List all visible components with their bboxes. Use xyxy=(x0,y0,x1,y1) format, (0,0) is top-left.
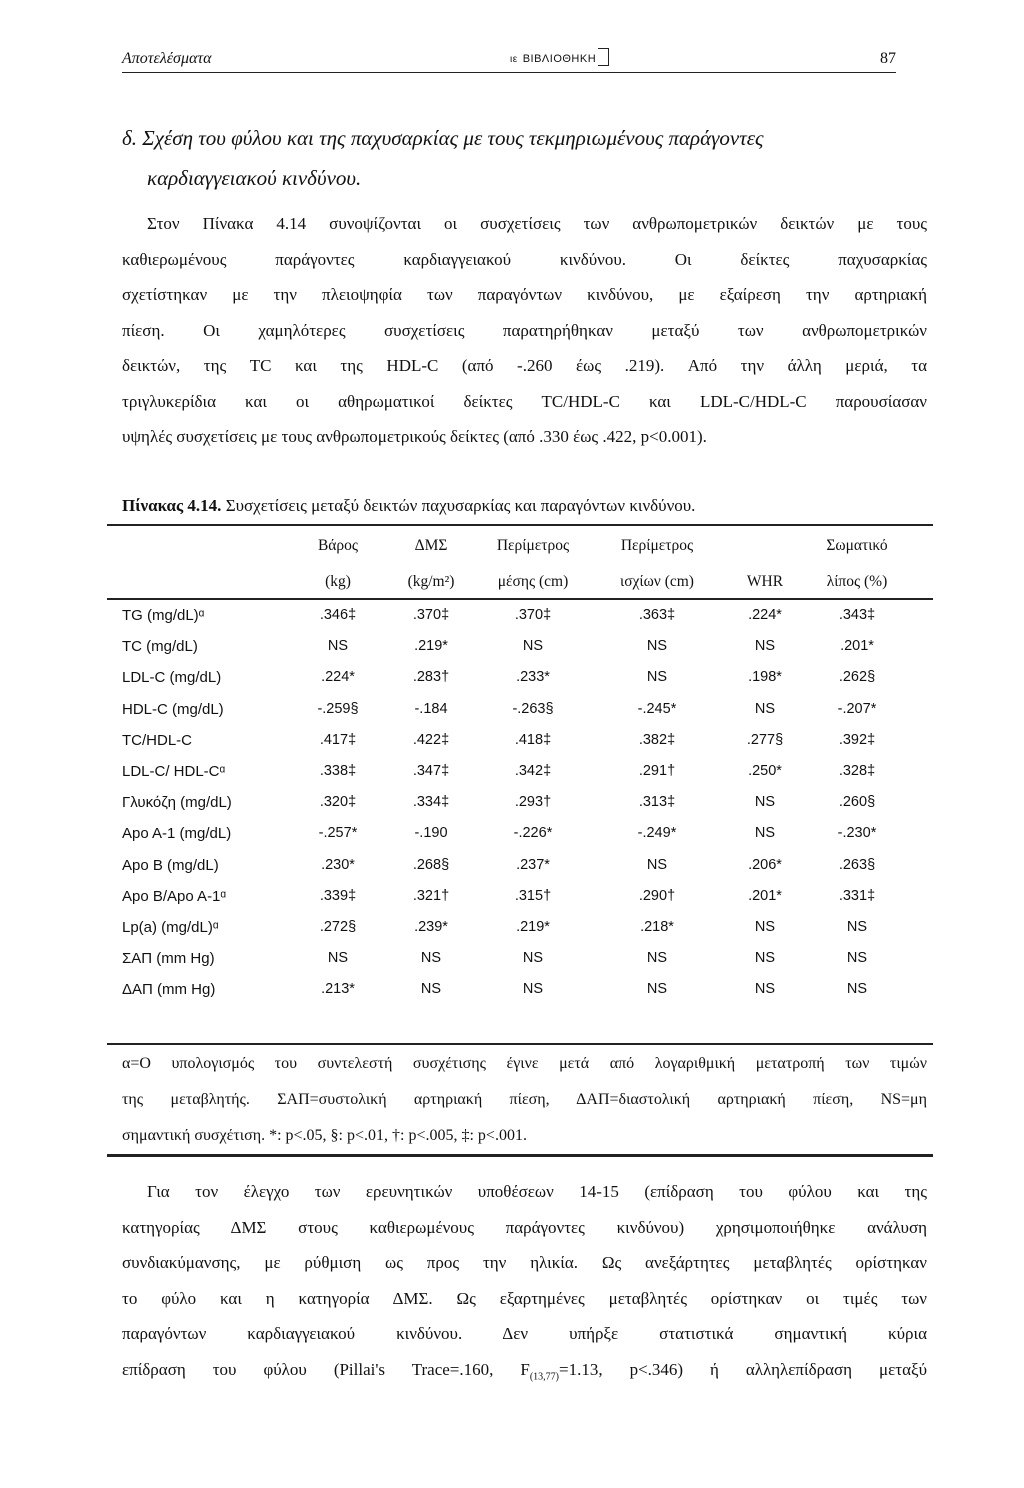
table-cell: .219* xyxy=(414,638,448,655)
table-row xyxy=(0,788,1024,819)
table-cell: -.257* xyxy=(318,825,358,842)
table-cell: .342‡ xyxy=(514,763,552,779)
table-cell: .283† xyxy=(412,669,450,686)
table-cell: NS xyxy=(754,825,776,842)
paragraph-line: συνδιακύμανσης, με ρύθμιση ως προς την ηλικία. Ως ανεξάρτητες μεταβλητές ορίστηκαν xyxy=(122,1253,927,1272)
table-cell: NS xyxy=(754,981,776,998)
table-cell: NS xyxy=(420,950,442,967)
column-header-line-2: WHR xyxy=(746,573,784,590)
table-top-rule xyxy=(107,524,933,526)
table-cell: .382‡ xyxy=(638,731,676,748)
table-cell: -.184 xyxy=(414,700,448,717)
table-cell: .418‡ xyxy=(514,731,552,748)
table-cell: .198* xyxy=(748,669,782,686)
table-cell: NS xyxy=(522,638,544,655)
paragraph-line: πίεση. Οι χαμηλότερες συσχετίσεις παρατηρήθηκαν μεταξύ των ανθρωπομετρικών xyxy=(122,320,927,340)
paragraph-line: δεικτών, της TC και της HDL-C (από -.260 έως .219). Από την άλλη μεριά, τα xyxy=(122,356,927,375)
column-header-line-1: ΔΜΣ xyxy=(414,537,448,554)
table-cell: .331‡ xyxy=(838,887,876,904)
table-row xyxy=(0,695,1024,726)
table-cell: -.259§ xyxy=(317,700,359,717)
column-header-hip xyxy=(602,530,712,598)
paragraph-line-last xyxy=(122,1352,927,1395)
paragraph-line-part: επίδραση του φύλου (Pillai's Trace=.160, F xyxy=(122,1359,530,1379)
table-cell: .291† xyxy=(638,763,676,779)
table-cell: NS xyxy=(754,794,776,811)
table-cell: -.230* xyxy=(837,825,877,842)
table-cell: .262§ xyxy=(838,669,876,686)
table-cell: .218* xyxy=(640,919,674,935)
table-cell: .290† xyxy=(638,887,676,904)
table-row xyxy=(0,632,1024,663)
page-number: 87 xyxy=(880,50,896,67)
table-cell: NS xyxy=(646,638,668,655)
paragraph-line: υψηλές συσχετίσεις με τους ανθρωπομετρικούς δείκτες (από .330 έως .422, p<0.001). xyxy=(122,427,707,446)
table-row xyxy=(0,913,1024,944)
table-cell: .224* xyxy=(748,607,782,623)
paragraph-line: τριγλυκερίδια και οι αθηρωματικοί δείκτες TC/HDL-C και LDL-C/HDL-C παρουσίασαν xyxy=(122,391,927,411)
table-cell: NS xyxy=(846,919,868,935)
table-cell: -.249* xyxy=(637,825,677,842)
table-cell: NS xyxy=(327,638,349,655)
column-header-body-fat xyxy=(802,530,912,598)
table-cell: NS xyxy=(646,950,668,967)
table-row xyxy=(0,663,1024,694)
table-cell: .293† xyxy=(514,794,552,811)
table-caption-label: Πίνακας 4.14. xyxy=(122,496,222,515)
table-row xyxy=(0,975,1024,1006)
row-label: LDL-C/ HDL-Cᵅ xyxy=(122,763,226,780)
table-cell: .272§ xyxy=(319,919,357,935)
table-cell: NS xyxy=(846,981,868,998)
table-cell: NS xyxy=(754,950,776,967)
row-label: Apo B/Apo A-1ᵅ xyxy=(122,887,227,905)
column-header-line-1: Περίμετρος xyxy=(496,537,570,554)
row-label: Lp(a) (mg/dL)ᵅ xyxy=(122,919,219,936)
table-cell: NS xyxy=(327,950,349,967)
table-cell: .250* xyxy=(748,763,782,779)
row-label: ΣΑΠ (mm Hg) xyxy=(122,950,215,968)
table-cell: NS xyxy=(646,981,668,998)
table-cell: .313‡ xyxy=(638,794,676,811)
column-header-line-2: μέσης (cm) xyxy=(497,573,569,590)
table-cell: NS xyxy=(754,700,776,717)
table-cell: .219* xyxy=(516,919,550,935)
table-cell: .213* xyxy=(321,981,355,998)
table-cell: -.263§ xyxy=(512,700,554,717)
table-row xyxy=(0,601,1024,632)
footnote-line: α=Ο υπολογισμός του συντελεστή συσχέτισης έγινε μετά από λογαριθμική μετατροπή των τιμών xyxy=(122,1055,927,1072)
table-cell: .237* xyxy=(516,856,550,873)
table-cell: .206* xyxy=(748,856,782,873)
column-header-line-2: ισχίων (cm) xyxy=(620,573,694,590)
table-cell: .201* xyxy=(748,887,782,904)
footnote-line: της μεταβλητής. ΣΑΠ=συστολική αρτηριακή πίεση, ΔΑΠ=διαστολική αρτηριακή πίεση, NS=μη xyxy=(122,1091,927,1108)
table-cell: .239* xyxy=(414,919,448,935)
row-label: Apo B (mg/dL) xyxy=(122,856,219,874)
table-cell: -.226* xyxy=(513,825,553,842)
table-row xyxy=(0,726,1024,757)
table-cell: .417‡ xyxy=(319,731,357,748)
table-cell: .260§ xyxy=(838,794,876,811)
table-cell: NS xyxy=(846,950,868,967)
table-cell: .343‡ xyxy=(838,607,876,623)
table-header-rule xyxy=(107,598,933,600)
table-cell: .268§ xyxy=(412,856,450,873)
section-title xyxy=(122,118,932,198)
table-cell: NS xyxy=(754,919,776,935)
paragraph-1 xyxy=(122,206,927,455)
row-label: Γλυκόζη (mg/dL) xyxy=(122,794,232,812)
library-stamp xyxy=(510,48,609,66)
table-cell: -.207* xyxy=(837,700,877,717)
table-cell: NS xyxy=(420,981,442,998)
table-cell: .233* xyxy=(516,669,550,686)
table-caption xyxy=(122,496,695,516)
row-label: ΔΑΠ (mm Hg) xyxy=(122,981,216,999)
column-header-line-1: Βάρος xyxy=(317,537,359,554)
table-cell: .201* xyxy=(840,638,874,655)
paragraph-line: κατηγορίας ΔΜΣ στους καθιερωμένους παράγοντες κινδύνου) χρησιμοποιήθηκε ανάλυση xyxy=(122,1217,927,1237)
paragraph-line: παραγόντων καρδιαγγειακού κινδύνου. Δεν υπήρξε στατιστικά σημαντική κύρια xyxy=(122,1324,927,1343)
table-caption-text: Συσχετίσεις μεταξύ δεικτών παχυσαρκίας και παραγόντων κινδύνου. xyxy=(221,496,696,515)
table-cell: .277§ xyxy=(746,731,784,748)
table-cell: .392‡ xyxy=(838,731,876,748)
table-cell: NS xyxy=(646,669,668,686)
column-header-line-2: (kg/m²) xyxy=(407,573,455,590)
table-cell: .370‡ xyxy=(412,607,450,623)
table-cell: .346‡ xyxy=(319,607,357,623)
table-end-rule xyxy=(107,1154,933,1157)
table-cell: .338‡ xyxy=(319,763,357,779)
table-row xyxy=(0,944,1024,975)
table-cell: .320‡ xyxy=(319,794,357,811)
stamp-text: ΒΙΒΛΙΟΘΗΚΗ xyxy=(522,53,597,65)
paragraph-line: Στον Πίνακα 4.14 συνοψίζονται οι συσχετίσεις των ανθρωπομετρικών δεικτών με τους xyxy=(147,214,927,233)
row-label: TG (mg/dL)ᵅ xyxy=(122,607,205,624)
column-header-line-1: Περίμετρος xyxy=(620,537,694,554)
table-cell: .321† xyxy=(412,887,450,904)
table-bottom-rule xyxy=(107,1043,933,1045)
table-footnote xyxy=(122,1046,927,1154)
table-cell: NS xyxy=(522,950,544,967)
row-label: TC (mg/dL) xyxy=(122,638,198,656)
table-row xyxy=(0,757,1024,788)
table-cell: .370‡ xyxy=(514,607,552,623)
section-title-line-2: καρδιαγγειακού κινδύνου. xyxy=(147,166,362,190)
paragraph-line: σχετίστηκαν με την πλειοψηφία των παραγόντων κινδύνου, με εξαίρεση την αρτηριακή xyxy=(122,285,927,304)
table-row xyxy=(0,819,1024,850)
column-header-bmi xyxy=(376,530,486,598)
paragraph-line: Για τον έλεγχο των ερευνητικών υποθέσεων 14-15 (επίδραση του φύλου και της xyxy=(147,1182,927,1201)
table-cell: -.190 xyxy=(414,825,448,842)
row-label: Apo A-1 (mg/dL) xyxy=(122,825,232,843)
paragraph-line: το φύλο και η κατηγορία ΔΜΣ. Ως εξαρτημένες μεταβλητές ορίστηκαν οι τιμές των xyxy=(122,1288,927,1308)
table-cell: -.245* xyxy=(637,700,677,717)
section-title-line-1: δ. Σχέση του φύλου και της παχυσαρκίας με τους τεκμηριωμένους παράγοντες xyxy=(122,126,764,150)
header-section-name: Αποτελέσματα xyxy=(122,50,212,67)
paragraph-line: καθιερωμένους παράγοντες καρδιαγγειακού κινδύνου. Οι δείκτες παχυσαρκίας xyxy=(122,249,927,269)
table-cell: .422‡ xyxy=(412,731,450,748)
table-cell: .315† xyxy=(514,887,552,904)
table-cell: .328‡ xyxy=(838,763,876,779)
table-cell: NS xyxy=(522,981,544,998)
paragraph-line-part: =1.13, p<.346) ή αλληλεπίδραση μεταξύ xyxy=(559,1359,927,1379)
table-cell: .363‡ xyxy=(638,607,676,623)
table-cell: .263§ xyxy=(838,856,876,873)
column-header-waist xyxy=(478,530,588,598)
table-row xyxy=(0,882,1024,913)
table-cell: .339‡ xyxy=(319,887,357,904)
row-label: LDL-C (mg/dL) xyxy=(122,669,222,687)
stamp-bracket-icon xyxy=(598,48,609,66)
page-header xyxy=(122,44,896,73)
paragraph-2 xyxy=(122,1174,927,1394)
table-cell: NS xyxy=(754,638,776,655)
column-header-line-2: (kg) xyxy=(325,573,351,590)
row-label: HDL-C (mg/dL) xyxy=(122,700,224,718)
table-cell: .224* xyxy=(321,669,355,686)
column-header-line-2: λίπος (%) xyxy=(826,573,888,590)
f-subscript: (13,77) xyxy=(529,1370,559,1382)
footnote-line: σημαντική συσχέτιση. *: p<.05, §: p<.01, †: p<.005, ‡: p<.001. xyxy=(122,1127,527,1144)
column-header-line-1: Σωματικό xyxy=(826,537,888,554)
table-cell: .230* xyxy=(321,856,355,873)
stamp-mark: ιε xyxy=(510,54,518,65)
table-cell: .347‡ xyxy=(412,763,450,779)
table-cell: .334‡ xyxy=(412,794,450,811)
table-row xyxy=(0,851,1024,882)
row-label: TC/HDL-C xyxy=(122,731,192,749)
table-cell: NS xyxy=(646,856,668,873)
